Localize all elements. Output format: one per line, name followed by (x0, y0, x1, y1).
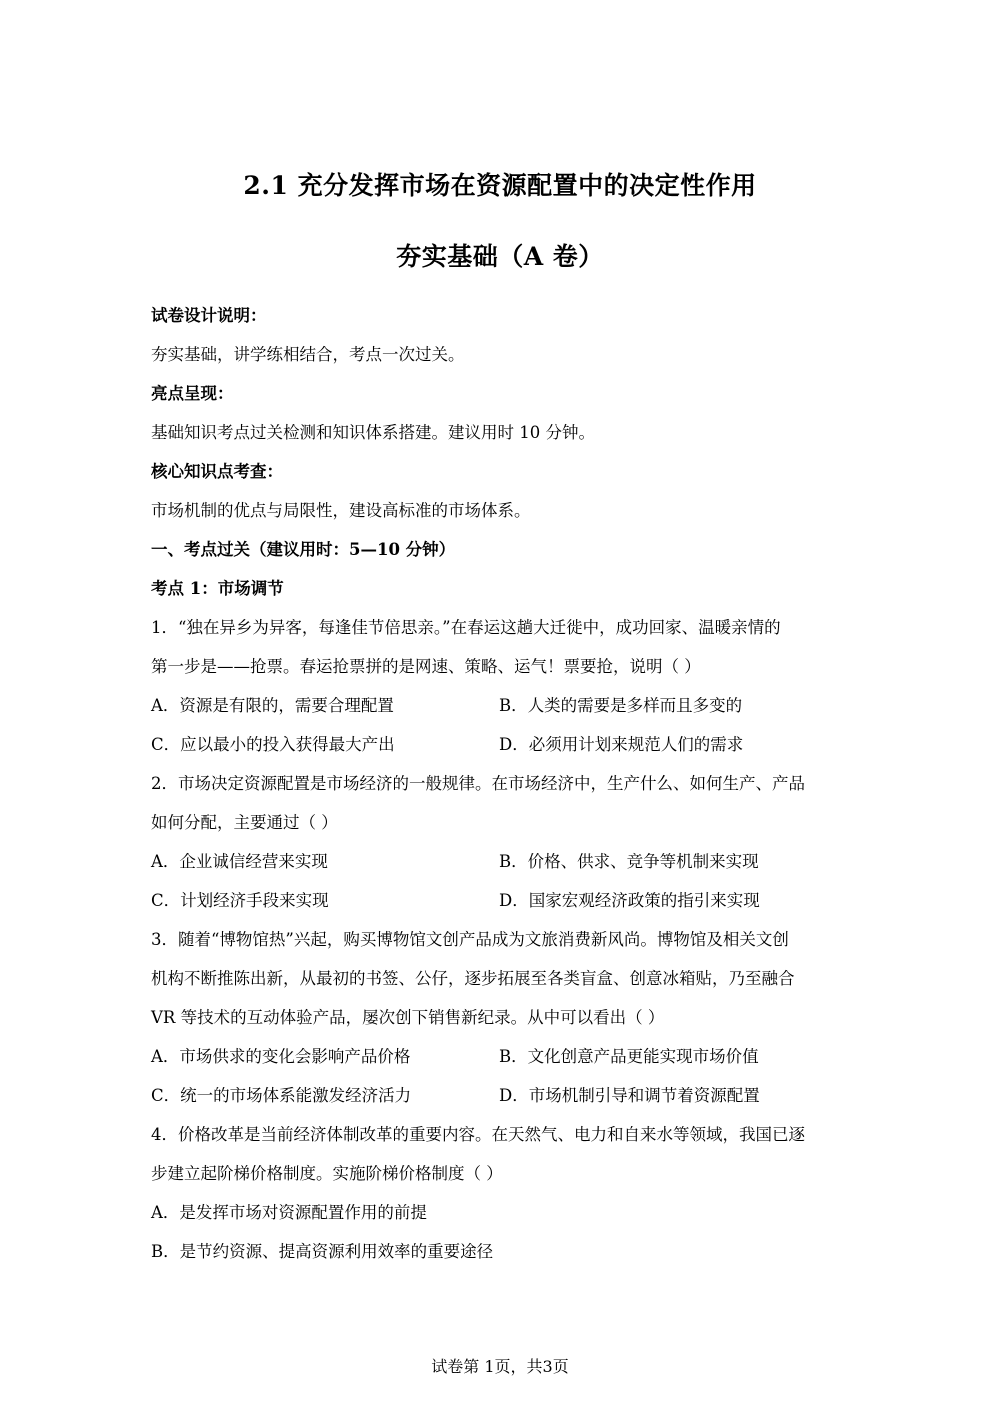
question-2-option-d: D．国家宏观经济政策的指引来实现 (499, 891, 760, 910)
core-text: 市场机制的优点与局限性，建设高标准的市场体系。 (151, 501, 531, 520)
question-3-option-b: B．文化创意产品更能实现市场价值 (499, 1047, 759, 1066)
question-1-option-a: A．资源是有限的，需要合理配置 (151, 696, 394, 715)
highlight-heading: 亮点呈现： (151, 384, 234, 403)
page-subtitle: 夯实基础（A 卷） (396, 242, 604, 271)
question-3-line-2: 机构不断推陈出新，从最初的书签、公仔，逐步拓展至各类盲盒、创意冰箱贴，乃至融合 (151, 969, 795, 988)
question-3-option-d: D．市场机制引导和调节着资源配置 (499, 1086, 760, 1105)
question-1-line-2: 第一步是——抢票。春运抢票拼的是网速、策略、运气！票要抢，说明（ ） (151, 657, 701, 676)
question-3-line-3: VR 等技术的互动体验产品，屡次创下销售新纪录。从中可以看出（ ） (151, 1008, 665, 1027)
topic-heading: 考点 1：市场调节 (151, 579, 284, 598)
section-heading: 一、考点过关（建议用时：5—10 分钟） (151, 540, 456, 559)
question-1-line-1: 1．“独在异乡为异客，每逢佳节倍思亲。”在春运这趟大迁徙中，成功回家、温暖亲情的 (151, 618, 781, 637)
question-2-option-b: B．价格、供求、竞争等机制来实现 (499, 852, 759, 871)
question-1-option-b: B．人类的需要是多样而且多变的 (499, 696, 743, 715)
question-3-option-c: C．统一的市场体系能激发经济活力 (151, 1086, 412, 1105)
question-2-option-c: C．计划经济手段来实现 (151, 891, 329, 910)
core-heading: 核心知识点考查： (151, 462, 283, 481)
question-4-option-a: A．是发挥市场对资源配置作用的前提 (151, 1203, 427, 1222)
question-2-option-a: A．企业诚信经营来实现 (151, 852, 328, 871)
highlight-text: 基础知识考点过关检测和知识体系搭建。建议用时 10 分钟。 (151, 423, 595, 442)
page-footer: 试卷第 1页，共3页 (431, 1357, 569, 1376)
question-1-option-d: D．必须用计划来规范人们的需求 (499, 735, 744, 754)
question-4-line-1: 4．价格改革是当前经济体制改革的重要内容。在天然气、电力和自来水等领域，我国已逐 (151, 1125, 805, 1144)
question-3-option-a: A．市场供求的变化会影响产品价格 (151, 1047, 411, 1066)
question-2-line-2: 如何分配，主要通过（ ） (151, 813, 338, 832)
question-2-line-1: 2．市场决定资源配置是市场经济的一般规律。在市场经济中，生产什么、如何生产、产品 (151, 774, 805, 793)
question-4-option-b: B．是节约资源、提高资源利用效率的重要途径 (151, 1242, 494, 1261)
design-text: 夯实基础，讲学练相结合，考点一次过关。 (151, 345, 465, 364)
question-1-option-c: C．应以最小的投入获得最大产出 (151, 735, 395, 754)
design-heading: 试卷设计说明： (151, 306, 267, 325)
question-4-line-2: 步建立起阶梯价格制度。实施阶梯价格制度（ ） (151, 1164, 503, 1183)
question-3-line-1: 3．随着“博物馆热”兴起，购买博物馆文创产品成为文旅消费新风尚。博物馆及相关文创 (151, 930, 789, 949)
page-title: 2.1 充分发挥市场在资源配置中的决定性作用 (243, 171, 757, 200)
